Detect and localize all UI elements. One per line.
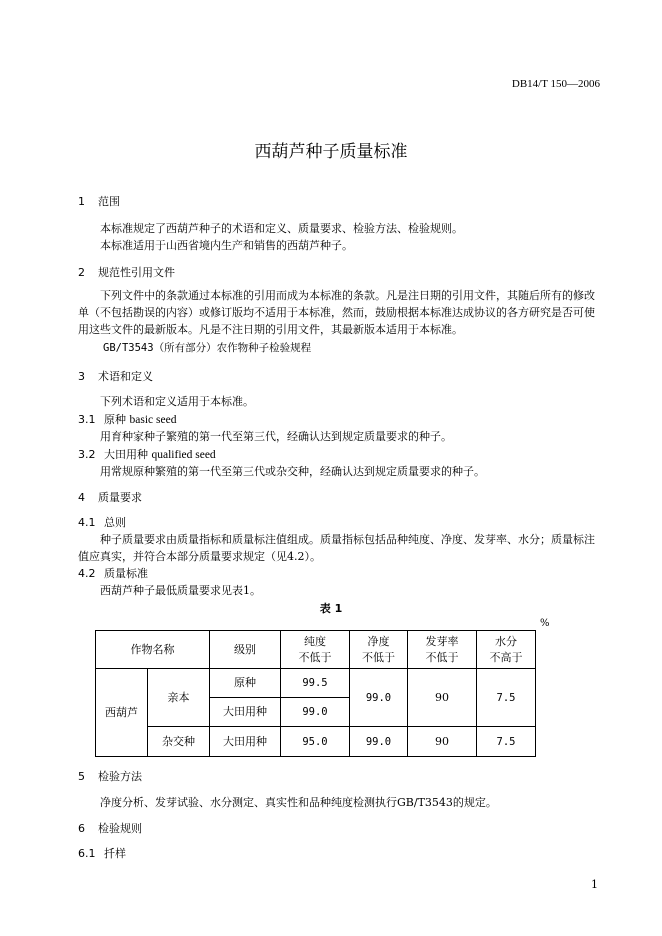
paragraph: 本标准适用于山西省境内生产和销售的西葫芦种子。 (100, 239, 353, 252)
section-number: 1 (78, 195, 85, 208)
section-title: 范围 (98, 195, 120, 208)
cell-grade: 原种 (210, 669, 281, 698)
section-title: 质量要求 (98, 491, 142, 504)
section-number: 4 (78, 491, 85, 504)
subsection-6-1-heading (78, 845, 126, 861)
quality-table (95, 630, 536, 757)
cell-grade: 大田用种 (210, 727, 281, 757)
section-number: 6 (78, 822, 85, 835)
section-number: 2 (78, 266, 85, 279)
paragraph: 净度分析、发芽试验、水分测定、真实性和品种纯度检测执行GB/T3543的规定。 (100, 796, 497, 809)
term-definition: 用常规原种繁殖的第一代至第三代或杂交种，经确认达到规定质量要求的种子。 (100, 465, 485, 478)
paragraph: 本标准规定了西葫芦种子的术语和定义、质量要求、检验方法、检验规则。 (100, 222, 463, 235)
subsection-title: 扦样 (104, 847, 126, 860)
subsection-title: 质量标准 (104, 567, 148, 580)
subsection-title: 总则 (104, 516, 126, 529)
table-header-row (96, 631, 536, 669)
cell-grade: 大田用种 (210, 698, 281, 727)
header-grade: 级别 (210, 631, 281, 669)
term-english: qualified seed (151, 449, 216, 461)
paragraph: 下列文件中的条款通过本标准的引用而成为本标准的条款。凡是注日期的引用文件，其随后所有的修改单（不包括勘误的内容）或修订版均不适用于本标准，然而，鼓励根据本标准达成协议的各方研究是否可使用这些文件的最新版本。凡是不注日期的引用文件，其最新版本适用于本标准。 (78, 289, 595, 336)
cell-parent: 亲本 (148, 669, 210, 727)
section-number: 5 (78, 770, 85, 783)
subsection-number: 6.1 (78, 847, 96, 860)
header-germination: 发芽率 不低于 (408, 631, 477, 669)
cell-purity: 99.5 (281, 669, 350, 698)
table-row (96, 669, 536, 698)
section-3-heading (78, 368, 153, 384)
cell-germination: 90 (408, 727, 477, 757)
section-6-heading (78, 820, 142, 836)
term-definition: 用育种家种子繁殖的第一代至第三代，经确认达到规定质量要求的种子。 (100, 430, 452, 443)
section-2-heading (78, 264, 175, 280)
cell-moisture: 7.5 (477, 727, 536, 757)
paragraph: 下列术语和定义适用于本标准。 (100, 395, 254, 408)
term-3-2-heading (78, 446, 216, 462)
cell-crop: 西葫芦 (96, 669, 148, 757)
table-caption: 表 1 (319, 602, 343, 615)
cell-moisture: 7.5 (477, 669, 536, 727)
cell-germination: 90 (408, 669, 477, 727)
reference-item: GB/T3543（所有部分）农作物种子检验规程 (103, 342, 312, 354)
subsection-number: 4.2 (78, 567, 96, 580)
section-title: 规范性引用文件 (98, 266, 175, 279)
table-row (96, 727, 536, 757)
page-number: 1 (591, 878, 598, 891)
term-number: 3.1 (78, 413, 96, 426)
section-number: 3 (78, 370, 85, 383)
term-title: 大田用种 (104, 448, 148, 461)
section-title: 检验规则 (98, 822, 142, 835)
section-4-heading (78, 489, 142, 505)
term-number: 3.2 (78, 448, 96, 461)
section-1-heading (78, 193, 120, 209)
cell-purity: 95.0 (281, 727, 350, 757)
section-title: 检验方法 (98, 770, 142, 783)
term-title: 原种 (104, 413, 126, 426)
paragraph: 西葫芦种子最低质量要求见表1。 (100, 584, 261, 597)
term-english: basic seed (129, 414, 177, 426)
header-cleanliness: 净度 不低于 (350, 631, 408, 669)
section-title: 术语和定义 (98, 370, 153, 383)
subsection-4-1-heading (78, 514, 126, 530)
paragraph: 种子质量要求由质量指标和质量标注值组成。质量指标包括品种纯度、净度、发芽率、水分；质量标注值应真实，并符合本部分质量要求规定（见4.2）。 (78, 533, 595, 563)
cell-cleanliness: 99.0 (350, 727, 408, 757)
table-unit: % (540, 618, 550, 629)
section-5-heading (78, 768, 142, 784)
header-moisture: 水分 不高于 (477, 631, 536, 669)
header-crop: 作物名称 (96, 631, 210, 669)
document-title: 西葫芦种子质量标准 (254, 142, 408, 162)
subsection-4-2-heading (78, 565, 148, 581)
term-3-1-heading (78, 411, 176, 427)
subsection-number: 4.1 (78, 516, 96, 529)
standard-code: DB14/T 150—2006 (511, 78, 600, 90)
cell-hybrid: 杂交种 (148, 727, 210, 757)
cell-purity: 99.0 (281, 698, 350, 727)
header-purity: 纯度 不低于 (281, 631, 350, 669)
cell-cleanliness: 99.0 (350, 669, 408, 727)
